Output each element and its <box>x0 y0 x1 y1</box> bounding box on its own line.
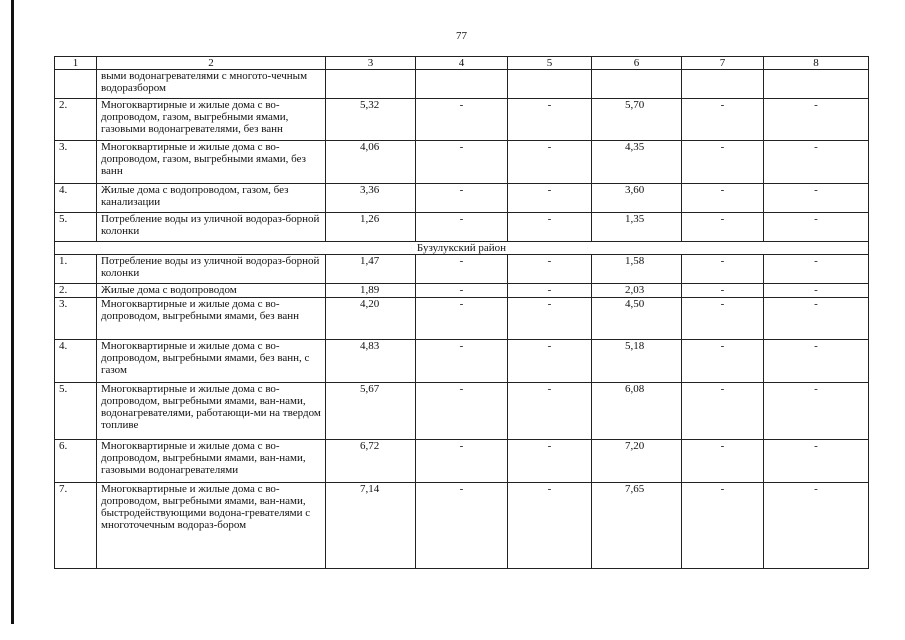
cell-value-col4: - <box>416 383 508 440</box>
cell-num: 2. <box>55 284 97 298</box>
cell-description: Потребление воды из уличной водораз-борной колонки <box>97 213 326 242</box>
cell-value-col8: - <box>764 255 869 284</box>
table-row <box>55 340 869 383</box>
tariff-table <box>54 56 869 569</box>
cell-value-col3: 3,36 <box>326 184 416 213</box>
cell-value-col5: - <box>508 184 592 213</box>
cell-value-col7: - <box>682 213 764 242</box>
cell-value-col7: - <box>682 383 764 440</box>
cell-value-col7: - <box>682 440 764 483</box>
cell-value-col3: 4,20 <box>326 298 416 340</box>
cell-value-col3: 6,72 <box>326 440 416 483</box>
cell-description: Многоквартирные и жилые дома с во-допроводом, выгребными ямами, ван-нами, быстродействующими водона-гревателями с многоточечным водораз-бором <box>97 483 326 569</box>
cell-num: 2. <box>55 99 97 141</box>
table-row <box>55 440 869 483</box>
cell-value-col3: 5,32 <box>326 99 416 141</box>
header-row <box>55 57 869 70</box>
table-row <box>55 184 869 213</box>
cell-description: Многоквартирные и жилые дома с во-допроводом, газом, выгребными ямами, газовыми водонагревателями, без ванн <box>97 99 326 141</box>
cell-value-col5: - <box>508 483 592 569</box>
cell-value-col4: - <box>416 298 508 340</box>
cell-value-col7: - <box>682 298 764 340</box>
cell-description: Жилые дома с водопроводом <box>97 284 326 298</box>
cell-value-col7: - <box>682 284 764 298</box>
cell-value-col7: - <box>682 483 764 569</box>
cell-value-col6: 2,03 <box>592 284 682 298</box>
cell-description: Потребление воды из уличной водораз-борной колонки <box>97 255 326 284</box>
cell-empty <box>592 70 682 99</box>
cell-value-col6: 4,50 <box>592 298 682 340</box>
cell-value-col3: 4,83 <box>326 340 416 383</box>
column-header: 2 <box>97 57 326 70</box>
continuation-row <box>55 70 869 99</box>
cell-empty <box>508 70 592 99</box>
cell-value-col6: 7,65 <box>592 483 682 569</box>
cell-value-col5: - <box>508 255 592 284</box>
cell-value-col4: - <box>416 184 508 213</box>
cell-empty <box>416 70 508 99</box>
cell-num: 5. <box>55 213 97 242</box>
cell-num <box>55 70 97 99</box>
cell-value-col6: 5,70 <box>592 99 682 141</box>
table-row <box>55 141 869 184</box>
page-number: 77 <box>456 30 467 42</box>
table-row <box>55 99 869 141</box>
cell-value-col7: - <box>682 255 764 284</box>
cell-value-col6: 7,20 <box>592 440 682 483</box>
cell-value-col3: 1,89 <box>326 284 416 298</box>
binding-line <box>11 0 14 624</box>
cell-value-col8: - <box>764 340 869 383</box>
cell-num: 7. <box>55 483 97 569</box>
cell-value-col8: - <box>764 141 869 184</box>
table-row <box>55 284 869 298</box>
cell-value-col5: - <box>508 213 592 242</box>
section-row <box>55 242 869 255</box>
cell-num: 6. <box>55 440 97 483</box>
cell-value-col7: - <box>682 340 764 383</box>
table-row <box>55 483 869 569</box>
cell-value-col5: - <box>508 383 592 440</box>
column-header: 4 <box>416 57 508 70</box>
cell-value-col7: - <box>682 99 764 141</box>
cell-value-col6: 5,18 <box>592 340 682 383</box>
cell-value-col7: - <box>682 141 764 184</box>
cell-num: 5. <box>55 383 97 440</box>
cell-description: Жилые дома с водопроводом, газом, без канализации <box>97 184 326 213</box>
column-header: 6 <box>592 57 682 70</box>
cell-num: 3. <box>55 298 97 340</box>
cell-value-col5: - <box>508 141 592 184</box>
cell-value-col6: 6,08 <box>592 383 682 440</box>
cell-value-col6: 1,35 <box>592 213 682 242</box>
cell-num: 3. <box>55 141 97 184</box>
cell-value-col3: 1,26 <box>326 213 416 242</box>
cell-description: Многоквартирные и жилые дома с во-допроводом, выгребными ямами, без ванн <box>97 298 326 340</box>
cell-value-col8: - <box>764 298 869 340</box>
cell-empty <box>682 70 764 99</box>
cell-value-col4: - <box>416 440 508 483</box>
cell-value-col3: 1,47 <box>326 255 416 284</box>
cell-value-col8: - <box>764 184 869 213</box>
cell-value-col3: 4,06 <box>326 141 416 184</box>
cell-value-col5: - <box>508 99 592 141</box>
cell-description: Многоквартирные и жилые дома с во-допроводом, выгребными ямами, ван-нами, водонагревателями, работающи-ми на твердом топливе <box>97 383 326 440</box>
cell-value-col3: 5,67 <box>326 383 416 440</box>
cell-description: Многоквартирные и жилые дома с во-допроводом, выгребными ямами, без ванн, с газом <box>97 340 326 383</box>
cell-value-col7: - <box>682 184 764 213</box>
cell-value-col3: 7,14 <box>326 483 416 569</box>
table-row <box>55 255 869 284</box>
group-b-rows <box>55 255 869 569</box>
cell-value-col8: - <box>764 383 869 440</box>
cell-description: Многоквартирные и жилые дома с во-допроводом, выгребными ямами, ван-нами, газовыми водонагревателями <box>97 440 326 483</box>
cell-value-col5: - <box>508 340 592 383</box>
table-row <box>55 383 869 440</box>
table-row <box>55 213 869 242</box>
cell-description: Многоквартирные и жилые дома с во-допроводом, газом, выгребными ямами, без ванн <box>97 141 326 184</box>
cell-value-col6: 1,58 <box>592 255 682 284</box>
cell-num: 4. <box>55 340 97 383</box>
cell-value-col8: - <box>764 483 869 569</box>
table-row <box>55 298 869 340</box>
cell-value-col4: - <box>416 284 508 298</box>
cell-value-col4: - <box>416 483 508 569</box>
cell-empty <box>326 70 416 99</box>
cell-num: 4. <box>55 184 97 213</box>
cell-value-col6: 3,60 <box>592 184 682 213</box>
column-header: 3 <box>326 57 416 70</box>
column-header: 7 <box>682 57 764 70</box>
cell-value-col4: - <box>416 141 508 184</box>
group-a-rows <box>55 99 869 242</box>
cell-value-col5: - <box>508 298 592 340</box>
column-header: 8 <box>764 57 869 70</box>
column-header: 1 <box>55 57 97 70</box>
cell-value-col4: - <box>416 340 508 383</box>
cell-description: выми водонагревателями с многото-чечным водоразбором <box>97 70 326 99</box>
cell-value-col4: - <box>416 213 508 242</box>
cell-value-col8: - <box>764 284 869 298</box>
cell-empty <box>764 70 869 99</box>
cell-value-col8: - <box>764 440 869 483</box>
section-title: Бузулукский район <box>55 242 869 255</box>
cell-value-col6: 4,35 <box>592 141 682 184</box>
cell-value-col8: - <box>764 99 869 141</box>
cell-value-col4: - <box>416 255 508 284</box>
cell-value-col8: - <box>764 213 869 242</box>
cell-value-col5: - <box>508 284 592 298</box>
cell-num: 1. <box>55 255 97 284</box>
cell-value-col5: - <box>508 440 592 483</box>
column-header: 5 <box>508 57 592 70</box>
cell-value-col4: - <box>416 99 508 141</box>
